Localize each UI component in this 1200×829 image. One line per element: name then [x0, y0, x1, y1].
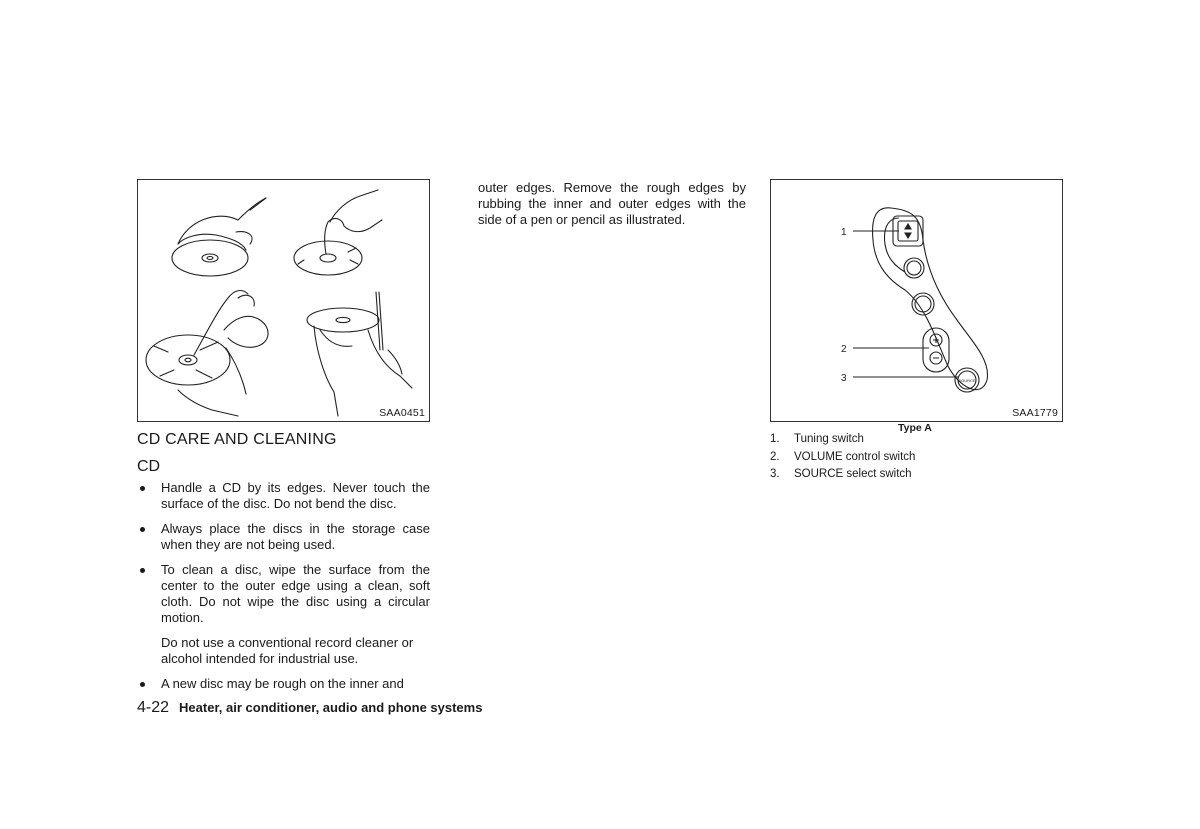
figure-legend: [770, 431, 915, 484]
bullet-text: A new disc may be rough on the inner and: [161, 676, 404, 691]
legend-number: 2.: [770, 450, 780, 463]
note-paragraph: Do not use a conventional record cleaner or alcohol intended for industrial use.: [161, 635, 414, 666]
cd-handling-drawing: [138, 180, 429, 421]
steering-switch-illustration: [770, 179, 1063, 422]
page-number: 4-22: [137, 699, 170, 716]
bullet-item: [137, 562, 430, 626]
figure-code: SAA1779: [1012, 407, 1058, 419]
chapter-title: Heater, air conditioner, audio and phone systems: [179, 700, 483, 715]
legend-label: VOLUME control switch: [794, 450, 916, 463]
figure-code: SAA0451: [379, 407, 425, 419]
legend-number: 3.: [770, 468, 780, 480]
bullet-item: [137, 480, 430, 512]
legend-label: SOURCE select switch: [794, 468, 912, 480]
body-column-left: [137, 480, 430, 701]
section-title: CD CARE AND CLEANING: [137, 431, 337, 448]
continuation-paragraph: outer edges. Remove the rough edges by rubbing the inner and outer edges with the side of a pen or pencil as illustrated.: [478, 180, 746, 227]
legend-item: [770, 431, 915, 449]
bullet-dot-icon: [140, 527, 145, 532]
legend-number: 1.: [770, 433, 780, 445]
legend-item: [770, 449, 915, 467]
bullet-text: Handle a CD by its edges. Never touch the surface of the disc. Do not bend the disc.: [161, 480, 430, 511]
bullet-item: [137, 521, 430, 553]
page-footer: [137, 699, 482, 717]
callout-3: 3: [841, 373, 847, 384]
bullet-dot-icon: [140, 568, 145, 573]
callout-2: 2: [841, 344, 847, 355]
legend-label: Tuning switch: [794, 433, 864, 445]
source-button-label: SOURCE: [958, 378, 976, 383]
bullet-text: To clean a disc, wipe the surface from the center to the outer edge using a clean, soft cloth. Do not wipe the disc using a circular motion.: [161, 562, 430, 625]
bullet-dot-icon: [140, 682, 145, 687]
bullet-item: [137, 676, 430, 692]
legend-item: [770, 466, 915, 484]
cd-care-illustration: [137, 179, 430, 422]
callout-1: 1: [841, 227, 847, 238]
section-subtitle: CD: [137, 458, 161, 475]
figure-caption: Type A: [898, 422, 932, 434]
bullet-text: Always place the discs in the storage case when they are not being used.: [161, 521, 430, 552]
steering-switch-text: [771, 180, 1062, 421]
bullet-dot-icon: [140, 486, 145, 491]
